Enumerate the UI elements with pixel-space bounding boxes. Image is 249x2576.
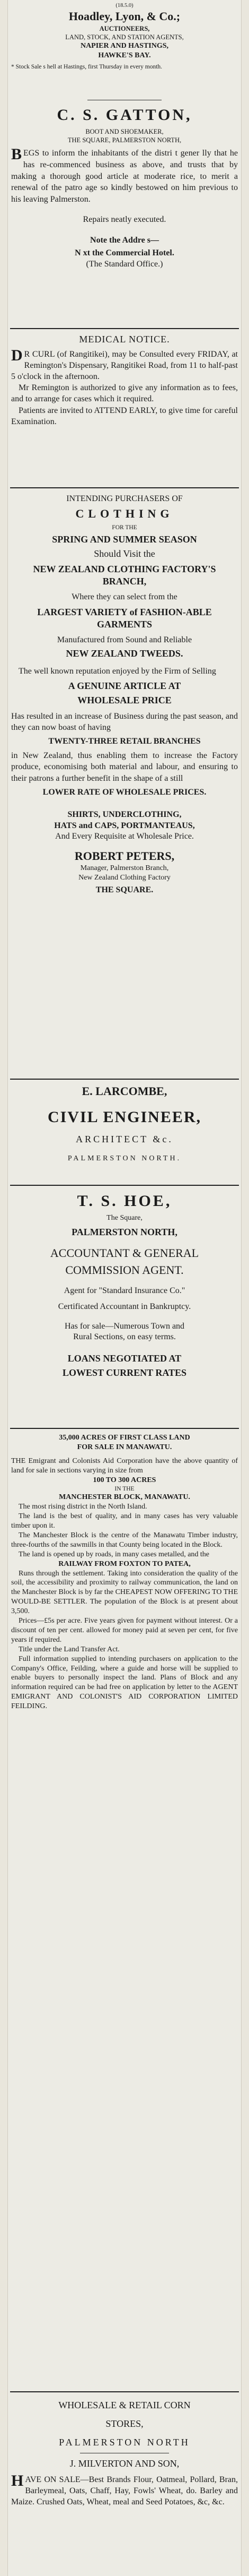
- gatton-note3: (The Standard Office.): [86, 259, 163, 269]
- gatton-name: C. S. GATTON,: [57, 106, 192, 124]
- clothing-l18: SHIRTS, UNDERCLOTHING,: [67, 810, 182, 820]
- divider: [10, 1428, 239, 1429]
- clothing-l1: INTENDING PURCHASERS OF: [66, 494, 183, 503]
- hoe-advertisement: [11, 1191, 238, 1379]
- hoe-agent: Agent for "Standard Insurance Co.": [64, 1286, 185, 1295]
- hoadley-title-top: (18.5.0): [115, 3, 134, 8]
- gatton-note1: Note the Addre s—: [90, 235, 159, 245]
- gatton-address: THE SQUARE, PALMERSTON NORTH,: [67, 136, 182, 144]
- medical-advertisement: [11, 333, 238, 427]
- gatton-repairs: Repairs neatly executed.: [83, 215, 166, 225]
- hoe-sale2: Rural Sections, on easy terms.: [73, 1332, 176, 1342]
- clothing-l17: LOWER RATE OF WHOLESALE PRICES.: [42, 787, 207, 797]
- hoadley-line3: HAWKE'S BAY.: [98, 51, 151, 59]
- clothing-l4: SPRING AND SUMMER SEASON: [52, 534, 197, 545]
- manchester-p2: The most rising district in the North Island.: [19, 1503, 147, 1511]
- larcombe-place: PALMERSTON NORTH.: [67, 1154, 182, 1162]
- manchester-h1: 35,000 ACRES OF FIRST CLASS LAND: [59, 1434, 190, 1442]
- divider: [10, 1079, 239, 1080]
- manchester-h2: FOR SALE IN MANAWATU.: [77, 1443, 172, 1451]
- hoe-name: T. S. HOE,: [77, 1192, 172, 1210]
- clothing-l12: A GENUINE ARTICLE AT: [68, 680, 181, 691]
- larcombe-advertisement: [11, 1084, 238, 1163]
- milverton-h3: PALMERSTON NORTH: [59, 2437, 190, 2448]
- milverton-body-text: AVE ON SALE—Best Brands Flour, Oatmeal, Pollard, Bran, Barleymeal, Oats, Chaff, Hay, Fowls' Wheat, do. Barley and Maize. Crushed Oats, Wheat, meal and Seed Potatoes, &c, &c.: [11, 2475, 238, 2507]
- manchester-p5b: RAILWAY FROM FOXTON TO PATEA,: [58, 1560, 191, 1568]
- hoe-sale1: Has for sale—Numerous Town and: [64, 1321, 185, 1331]
- divider: [10, 1185, 239, 1186]
- milverton-body: [11, 2474, 238, 2508]
- clothing-l16: in New Zealand, thus enabling them to increase the Factory produce, economising both material and labour, and ensuring to their patrons a further benefit in the shape of a still: [11, 751, 238, 783]
- hoe-loans2: LOWEST CURRENT RATES: [62, 1367, 187, 1378]
- manchester-p1c: IN THE: [114, 1485, 135, 1492]
- hoe-cert: Certificated Accountant in Bankruptcy.: [58, 1302, 191, 1312]
- medical-body: [11, 349, 238, 382]
- manchester-p5: The land is opened up by roads, in many cases metalled, and the: [19, 1550, 210, 1558]
- medical-body2: Mr Remington is authorized to give any information as to fees, and to arrange for cases which it required.: [11, 383, 238, 404]
- clothing-l20: And Every Requisite at Wholesale Price.: [55, 832, 194, 841]
- milverton-h2: STORES,: [105, 2418, 144, 2429]
- clothing-l8: LARGEST VARIETY of FASHION-ABLE GARMENTS: [37, 606, 212, 630]
- divider: [10, 328, 239, 329]
- manchester-p8: Title under the Land Transfer Act.: [19, 1645, 120, 1653]
- manchester-p1: THE Emigrant and Colonists Aid Corporation have the above quantity of land for sale in sections varying in size from: [11, 1457, 238, 1475]
- clothing-l11: The well known reputation enjoyed by the Firm of Selling: [19, 666, 216, 676]
- clothing-l19: HATS and CAPS, PORTMANTEAUS,: [54, 821, 195, 830]
- milverton-advertisement: [11, 2399, 238, 2508]
- milverton-name: J. MILVERTON AND SON,: [69, 2458, 180, 2469]
- milverton-h1: WHOLESALE & RETAIL CORN: [58, 2400, 191, 2410]
- gatton-note2: N xt the Commercial Hotel.: [75, 248, 174, 258]
- clothing-sig3: New Zealand Clothing Factory: [78, 873, 171, 882]
- clothing-l15: TWENTY-THREE RETAIL BRANCHES: [48, 736, 201, 746]
- clothing-l6: NEW ZEALAND CLOTHING FACTORY'S BRANCH,: [33, 564, 216, 587]
- larcombe-sub: ARCHITECT &c.: [76, 1133, 173, 1144]
- manchester-p1b: 100 TO 300 ACRES: [93, 1476, 156, 1484]
- hoadley-line2: NAPIER AND HASTINGS,: [80, 41, 169, 50]
- clothing-sig2: Manager, Palmerston Branch,: [80, 864, 169, 872]
- clothing-advertisement: [11, 494, 238, 895]
- manchester-advertisement: [11, 1433, 238, 1711]
- clothing-l2: CLOTHING: [75, 507, 174, 521]
- hoe-role1: ACCOUNTANT & GENERAL: [50, 1246, 199, 1260]
- hoadley-advertisement: [11, 2, 238, 71]
- clothing-l14: Has resulted in an increase of Business during the past season, and they can now boast of having: [11, 711, 238, 732]
- hoadley-subtitle: AUCTIONEERS,: [99, 24, 150, 32]
- medical-body3: Patients are invited to ATTEND EARLY, to give time for careful Examination.: [11, 406, 238, 426]
- clothing-sig1: ROBERT PETERS,: [74, 849, 175, 863]
- manchester-p9: Full information supplied to intending purchasers on application to the Company's Office, Feilding, where a guide and horse will be supplied to enable buyers to personally inspect the land. Plans of Block and any information required can be had free on application by letter to the AGENT EMIGRANT AND COLONIST'S AID CORPORATION LIMITED FEILDING.: [11, 1655, 238, 1711]
- manchester-p1d: MANCHESTER BLOCK, MANAWATU.: [59, 1493, 190, 1502]
- gatton-body: [11, 145, 238, 205]
- clothing-l9: Manufactured from Sound and Reliable: [57, 635, 192, 644]
- larcombe-title: CIVIL ENGINEER,: [47, 1108, 202, 1126]
- manchester-p3: The land is the best of quality, and in many cases has very valuable timber upon it.: [11, 1512, 238, 1530]
- gatton-body-text: EGS to inform the inhabitants of the distri t gener lly that he has re-commenced business as above, and trusts that by making a thorough good article at moderate rice, to merit a renewal of the patro age so kindly bestowed on him previous to his leaving Palmerston.: [11, 149, 238, 204]
- hoadley-note: * Stock Sale s hell at Hastings, first Thursday in every month.: [11, 64, 163, 71]
- hoe-addr1: The Square,: [106, 1214, 143, 1222]
- clothing-l7: Where they can select from the: [72, 592, 177, 602]
- hoe-loans1: LOANS NEGOTIATED AT: [67, 1352, 182, 1364]
- hoe-role2: COMMISSION AGENT.: [65, 1263, 184, 1277]
- hoe-addr2: PALMERSTON NORTH,: [72, 1227, 177, 1238]
- hoadley-line1: LAND, STOCK, AND STATION AGENTS,: [65, 33, 184, 41]
- clothing-l3: FOR THE: [112, 524, 137, 531]
- clothing-l5: Should Visit the: [94, 548, 155, 559]
- manchester-p4: The Manchester Block is the centre of the Manawatu Timber industry, three-fourths of the sawmills in that County being located in the Block.: [11, 1531, 238, 1549]
- clothing-l10: NEW ZEALAND TWEEDS.: [66, 648, 183, 659]
- gatton-dropcap: B: [11, 145, 22, 163]
- manchester-p6: Runs through the settlement. Taking into consideration the quality of the soil, the accessibility and proximity to railway communication, the land on the Manchester Block is by far the CHEAPEST NOW OFFERING TO THE WOULD-BE SETTLER. The population of the Block is at present about 3,500.: [11, 1569, 238, 1616]
- newspaper-column: [7, 0, 242, 2576]
- gatton-trade: BOOT AND SHOEMAKER,: [85, 128, 164, 136]
- gatton-advertisement: [11, 105, 238, 270]
- medical-dropcap: D: [11, 347, 23, 365]
- clothing-sig4: THE SQUARE.: [95, 885, 154, 894]
- divider: [10, 2391, 239, 2392]
- divider: [10, 487, 239, 488]
- manchester-p7: Prices—£5s per acre. Five years given for payment without interest. Or a discount of ten per cent. allowed for money paid at seven per cent, for five years if required.: [11, 1617, 238, 1644]
- medical-heading: MEDICAL NOTICE.: [79, 334, 170, 344]
- clothing-l13: WHOLESALE PRICE: [77, 694, 172, 705]
- larcombe-name: E. LARCOMBE,: [82, 1084, 167, 1098]
- milverton-dropcap: H: [11, 2472, 24, 2490]
- hoadley-title: Hoadley, Lyon, & Co.;: [68, 10, 181, 23]
- medical-body-text: R CURL (of Rangitikei), may be Consulted every FRIDAY, at Remington's Dispensary, Rangitikei Road, from 11 to half-past 5 o'clock in the afternoon.: [11, 350, 238, 382]
